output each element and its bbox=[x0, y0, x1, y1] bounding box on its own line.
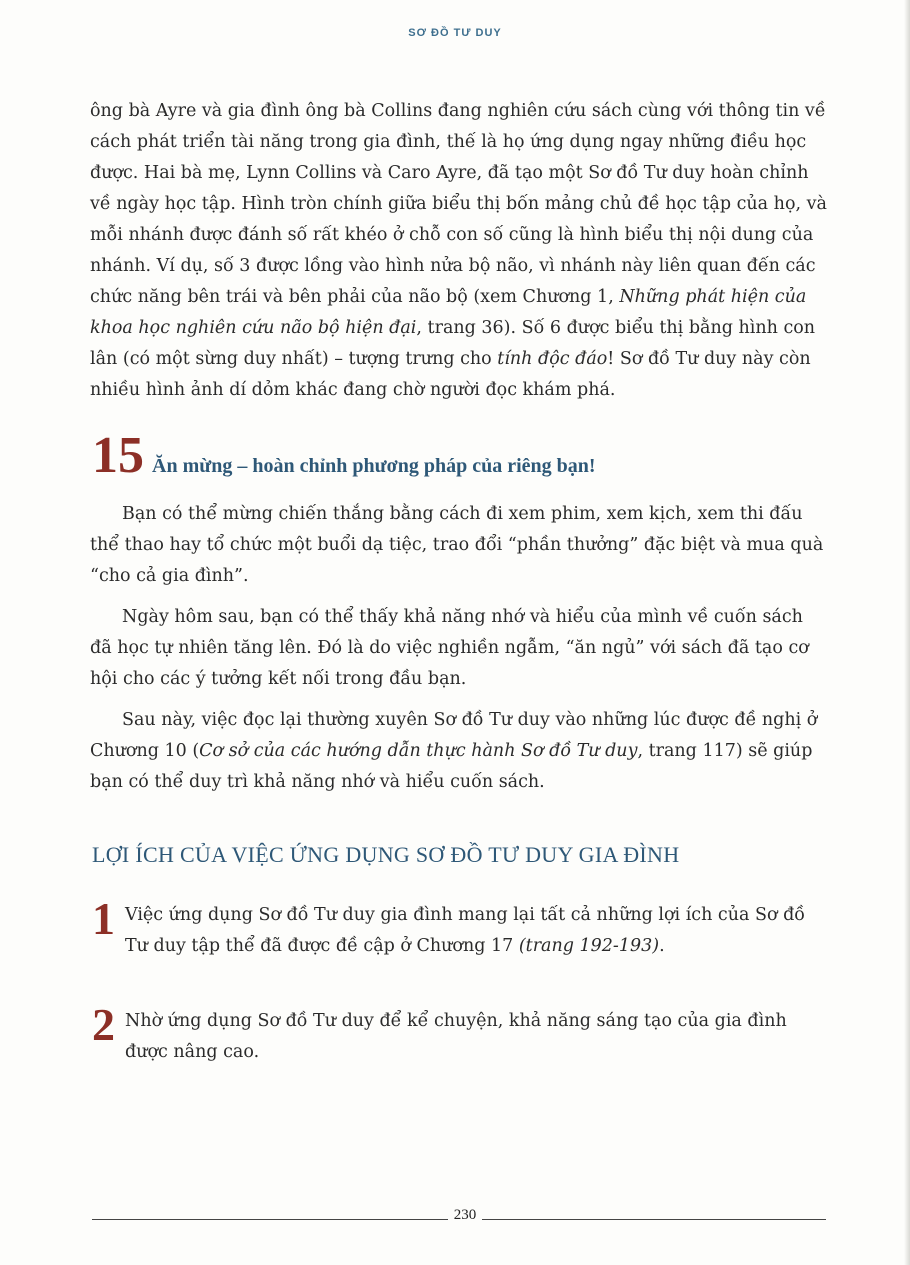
step-heading bbox=[92, 427, 596, 484]
paragraph-text: ông bà Ayre và gia đình ông bà Collins đang nghiên cứu sách cùng với thông tin về cách phát triển tài năng trong gia đình, thế là họ ứng dụng ngay những điều học được. Hai bà mẹ, Lynn Collins và Caro Ayre, đã tạo một Sơ đồ Tư duy hoàn chỉnh về ngày học tập. Hình tròn chính giữa biểu thị bốn mảng chủ đề học tập của họ, và mỗi nhánh được đánh số rất khéo ở chỗ con số cũng là hình biểu thị nội dung của nhánh. Ví dụ, số 3 được lồng vào hình nửa bộ não, vì nhánh này liên quan đến các chức năng bên trái và bên phải của não bộ (xem Chương 1, bbox=[90, 101, 827, 307]
benefit-number: 1 bbox=[92, 893, 115, 944]
paragraph-next-day: Ngày hôm sau, bạn có thể thấy khả năng nhớ và hiểu của mình về cuốn sách đã học tự nhiên tăng lên. Đó là do việc nghiền ngẫm, “ăn ngủ” với sách đã tạo cơ hội cho các ý tưởng kết nối trong đầu bạn. bbox=[90, 607, 809, 689]
running-header: SƠ ĐỒ TƯ DUY bbox=[408, 27, 502, 39]
benefit-text: Việc ứng dụng Sơ đồ Tư duy gia đình mang lại tất cả những lợi ích của Sơ đồ Tư duy tập thể đã được đề cập ở Chương 17 bbox=[125, 905, 805, 956]
benefit-end: . bbox=[659, 936, 665, 956]
paragraph-text: , trang 117) sẽ giúp bạn có thể duy trì khả năng nhớ và hiểu cuốn sách. bbox=[90, 741, 813, 792]
footer-rule-left bbox=[92, 1219, 448, 1220]
paragraph-celebrate: Bạn có thể mừng chiến thắng bằng cách đi xem phim, xem kịch, xem thi đấu thể thao hay tổ chức một buổi dạ tiệc, trao đổi “phần thưởng” đặc biệt và mua quà “cho cả gia đình”. bbox=[90, 504, 824, 586]
benefit-text: Nhờ ứng dụng Sơ đồ Tư duy để kể chuyện, khả năng sáng tạo của gia đình được nâng cao. bbox=[125, 1011, 787, 1062]
footer-rule-right bbox=[482, 1219, 826, 1220]
paragraph-review bbox=[90, 705, 830, 798]
emphasis-text: tính độc đáo bbox=[497, 349, 608, 369]
paragraph-text: ! Sơ đồ Tư duy này còn nhiều hình ảnh dí dỏm khác đang chờ người đọc khám phá. bbox=[90, 349, 811, 400]
page-reference: (trang 192-193) bbox=[518, 936, 660, 956]
page-edge-shadow bbox=[904, 0, 910, 1265]
chapter-reference: Cơ sở của các hướng dẫn thực hành Sơ đồ Tư duy bbox=[199, 741, 638, 761]
step-number: 15 bbox=[92, 427, 144, 484]
paragraph-text: , trang 36). Số 6 được biểu thị bằng hình con lân (có một sừng duy nhất) – tượng trưng cho bbox=[90, 318, 816, 369]
paragraph-family-mind-map bbox=[90, 96, 830, 406]
paragraph-text: Sau này, việc đọc lại thường xuyên Sơ đồ Tư duy vào những lúc được đề nghị ở Chương 10 ( bbox=[90, 710, 818, 761]
page-number: 230 bbox=[453, 1207, 477, 1223]
section-title: LỢI ÍCH CỦA VIỆC ỨNG DỤNG SƠ ĐỒ TƯ DUY GIA ĐÌNH bbox=[92, 842, 680, 867]
benefit-item bbox=[92, 999, 832, 1068]
benefit-number: 2 bbox=[92, 999, 115, 1050]
step-title: Ăn mừng – hoàn chỉnh phương pháp của riêng bạn! bbox=[152, 455, 596, 477]
chapter-reference: Những phát hiện của khoa học nghiên cứu não bộ hiện đại bbox=[90, 287, 807, 338]
benefit-item bbox=[92, 893, 832, 962]
